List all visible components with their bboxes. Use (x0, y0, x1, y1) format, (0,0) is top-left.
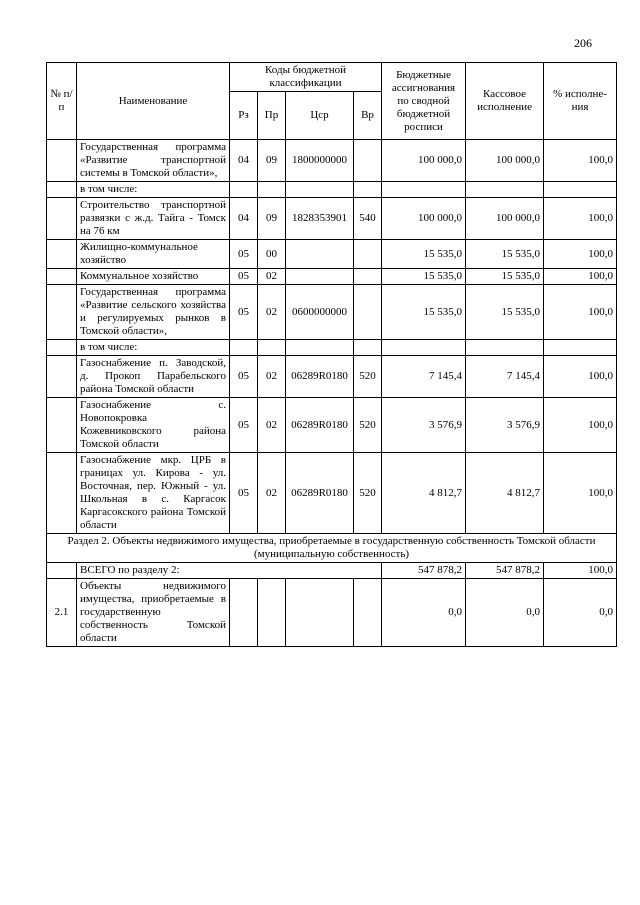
table-cell: 100 000,0 (382, 198, 466, 240)
table-cell (230, 340, 258, 356)
table-cell: 3 576,9 (382, 398, 466, 453)
table-cell: Объекты недвижимого имущества, приобретаемые в государственную собственность Томской области (77, 579, 230, 647)
table-cell (47, 198, 77, 240)
table-cell: 2.1 (47, 579, 77, 647)
table-cell (286, 340, 354, 356)
table-cell: 06289R0180 (286, 453, 354, 534)
table-cell: 05 (230, 453, 258, 534)
table-cell: 0600000000 (286, 285, 354, 340)
total-percent: 100,0 (544, 563, 617, 579)
table-cell: 540 (354, 198, 382, 240)
total-label: ВСЕГО по разделу 2: (77, 563, 382, 579)
table-cell (382, 182, 466, 198)
header-cash: Кассовое исполнение (466, 63, 544, 140)
table-cell (230, 579, 258, 647)
header-csr: Цср (286, 92, 354, 140)
table-cell: 15 535,0 (466, 240, 544, 269)
table-cell (354, 182, 382, 198)
header-pr: Пр (258, 92, 286, 140)
table-cell: 15 535,0 (382, 240, 466, 269)
table-cell: 02 (258, 285, 286, 340)
budget-table (46, 62, 617, 647)
table-cell: Газоснабжение с. Новопокровка Кожевниковского района Томской области (77, 398, 230, 453)
table-cell: 05 (230, 269, 258, 285)
table-cell (258, 579, 286, 647)
table-cell (47, 182, 77, 198)
table-cell: 100,0 (544, 140, 617, 182)
table-cell: 100,0 (544, 398, 617, 453)
table-cell (230, 182, 258, 198)
table-row (47, 398, 617, 453)
table-cell: Государственная программа «Развитие транспортной системы в Томской области», (77, 140, 230, 182)
table-row (47, 453, 617, 534)
total-budget: 547 878,2 (382, 563, 466, 579)
table-cell: 00 (258, 240, 286, 269)
table-cell: Газоснабжение мкр. ЦРБ в границах ул. Кирова - ул. Восточная, пер. Южный - ул. Школьная в с. Каргасок Каргасокского района Томской области (77, 453, 230, 534)
table-cell (47, 340, 77, 356)
table-cell: 05 (230, 285, 258, 340)
table-cell (286, 579, 354, 647)
table-cell: Жилищно-коммунальное хозяйство (77, 240, 230, 269)
table-cell: 0,0 (466, 579, 544, 647)
table-cell (354, 140, 382, 182)
table-cell: 1828353901 (286, 198, 354, 240)
table-row (47, 285, 617, 340)
table-cell (466, 340, 544, 356)
table-cell: Строительство транспортной развязки с ж.д. Тайга - Томск на 76 км (77, 198, 230, 240)
table-cell (354, 579, 382, 647)
table-row (47, 198, 617, 240)
table-cell (354, 340, 382, 356)
table-cell (544, 340, 617, 356)
table-cell: 3 576,9 (466, 398, 544, 453)
table-cell: 520 (354, 398, 382, 453)
table-cell: 100,0 (544, 453, 617, 534)
table-cell: 15 535,0 (382, 285, 466, 340)
header-percent: % исполне-ния (544, 63, 617, 140)
table-cell (354, 269, 382, 285)
table-cell: 05 (230, 240, 258, 269)
table-cell (258, 182, 286, 198)
table-cell: 02 (258, 356, 286, 398)
table-cell: 05 (230, 356, 258, 398)
table-cell (258, 340, 286, 356)
table-cell (47, 269, 77, 285)
table-cell: 100,0 (544, 198, 617, 240)
table-cell: 100,0 (544, 240, 617, 269)
header-num: № п/п (47, 63, 77, 140)
table-cell: 100 000,0 (382, 140, 466, 182)
table-cell (544, 182, 617, 198)
table-cell: 7 145,4 (466, 356, 544, 398)
header-rz: Рз (230, 92, 258, 140)
table-cell (47, 453, 77, 534)
table-cell: Коммунальное хозяйство (77, 269, 230, 285)
table-cell: 04 (230, 198, 258, 240)
table-cell (466, 182, 544, 198)
table-cell: 520 (354, 356, 382, 398)
header-budget: Бюджетные ассигнования по сводной бюджетной росписи (382, 63, 466, 140)
table-cell: 04 (230, 140, 258, 182)
table-cell (47, 285, 77, 340)
table-cell: Газоснабжение п. Заводской, д. Прокоп Парабельского района Томской области (77, 356, 230, 398)
table-cell (47, 563, 77, 579)
table-cell (382, 340, 466, 356)
table-cell (47, 140, 77, 182)
table-cell: 02 (258, 453, 286, 534)
table-cell (354, 285, 382, 340)
table-cell: 0,0 (382, 579, 466, 647)
page-number: 206 (574, 36, 592, 50)
total-row (47, 563, 617, 579)
table-cell (47, 356, 77, 398)
table-cell: 09 (258, 198, 286, 240)
table-cell: 100,0 (544, 285, 617, 340)
table-cell: 520 (354, 453, 382, 534)
table-cell: 0,0 (544, 579, 617, 647)
table-cell (286, 240, 354, 269)
table-cell (286, 182, 354, 198)
header-codes: Коды бюджетной классификации (230, 63, 382, 92)
table-cell: 100 000,0 (466, 140, 544, 182)
table-cell (354, 240, 382, 269)
table-row (47, 340, 617, 356)
table-cell: 06289R0180 (286, 356, 354, 398)
table-cell: в том числе: (77, 340, 230, 356)
table-cell: 15 535,0 (466, 285, 544, 340)
table-cell: 06289R0180 (286, 398, 354, 453)
table-cell: 4 812,7 (466, 453, 544, 534)
table-cell: 100,0 (544, 269, 617, 285)
table-cell: Государственная программа «Развитие сельского хозяйства и регулируемых рынков в Томской области», (77, 285, 230, 340)
table-cell (47, 398, 77, 453)
header-vr: Вр (354, 92, 382, 140)
table-cell: 1800000000 (286, 140, 354, 182)
table-cell: 15 535,0 (382, 269, 466, 285)
header-name: Наименование (77, 63, 230, 140)
table-cell: 100 000,0 (466, 198, 544, 240)
table-row (47, 579, 617, 647)
table-row (47, 356, 617, 398)
table-cell: 7 145,4 (382, 356, 466, 398)
table-cell: 100,0 (544, 356, 617, 398)
table-cell: 02 (258, 398, 286, 453)
table-cell (286, 269, 354, 285)
section-title: Раздел 2. Объекты недвижимого имущества, приобретаемые в государственную собственность Томской области (муниципальную собственность) (47, 534, 617, 563)
table-cell (47, 240, 77, 269)
table-cell: 09 (258, 140, 286, 182)
table-cell: 4 812,7 (382, 453, 466, 534)
table-cell: 05 (230, 398, 258, 453)
total-cash: 547 878,2 (466, 563, 544, 579)
table-cell: в том числе: (77, 182, 230, 198)
table-row (47, 240, 617, 269)
table-row (47, 140, 617, 182)
section-heading-row (47, 534, 617, 563)
table-row (47, 269, 617, 285)
table-cell: 02 (258, 269, 286, 285)
table-cell: 15 535,0 (466, 269, 544, 285)
table-row (47, 182, 617, 198)
